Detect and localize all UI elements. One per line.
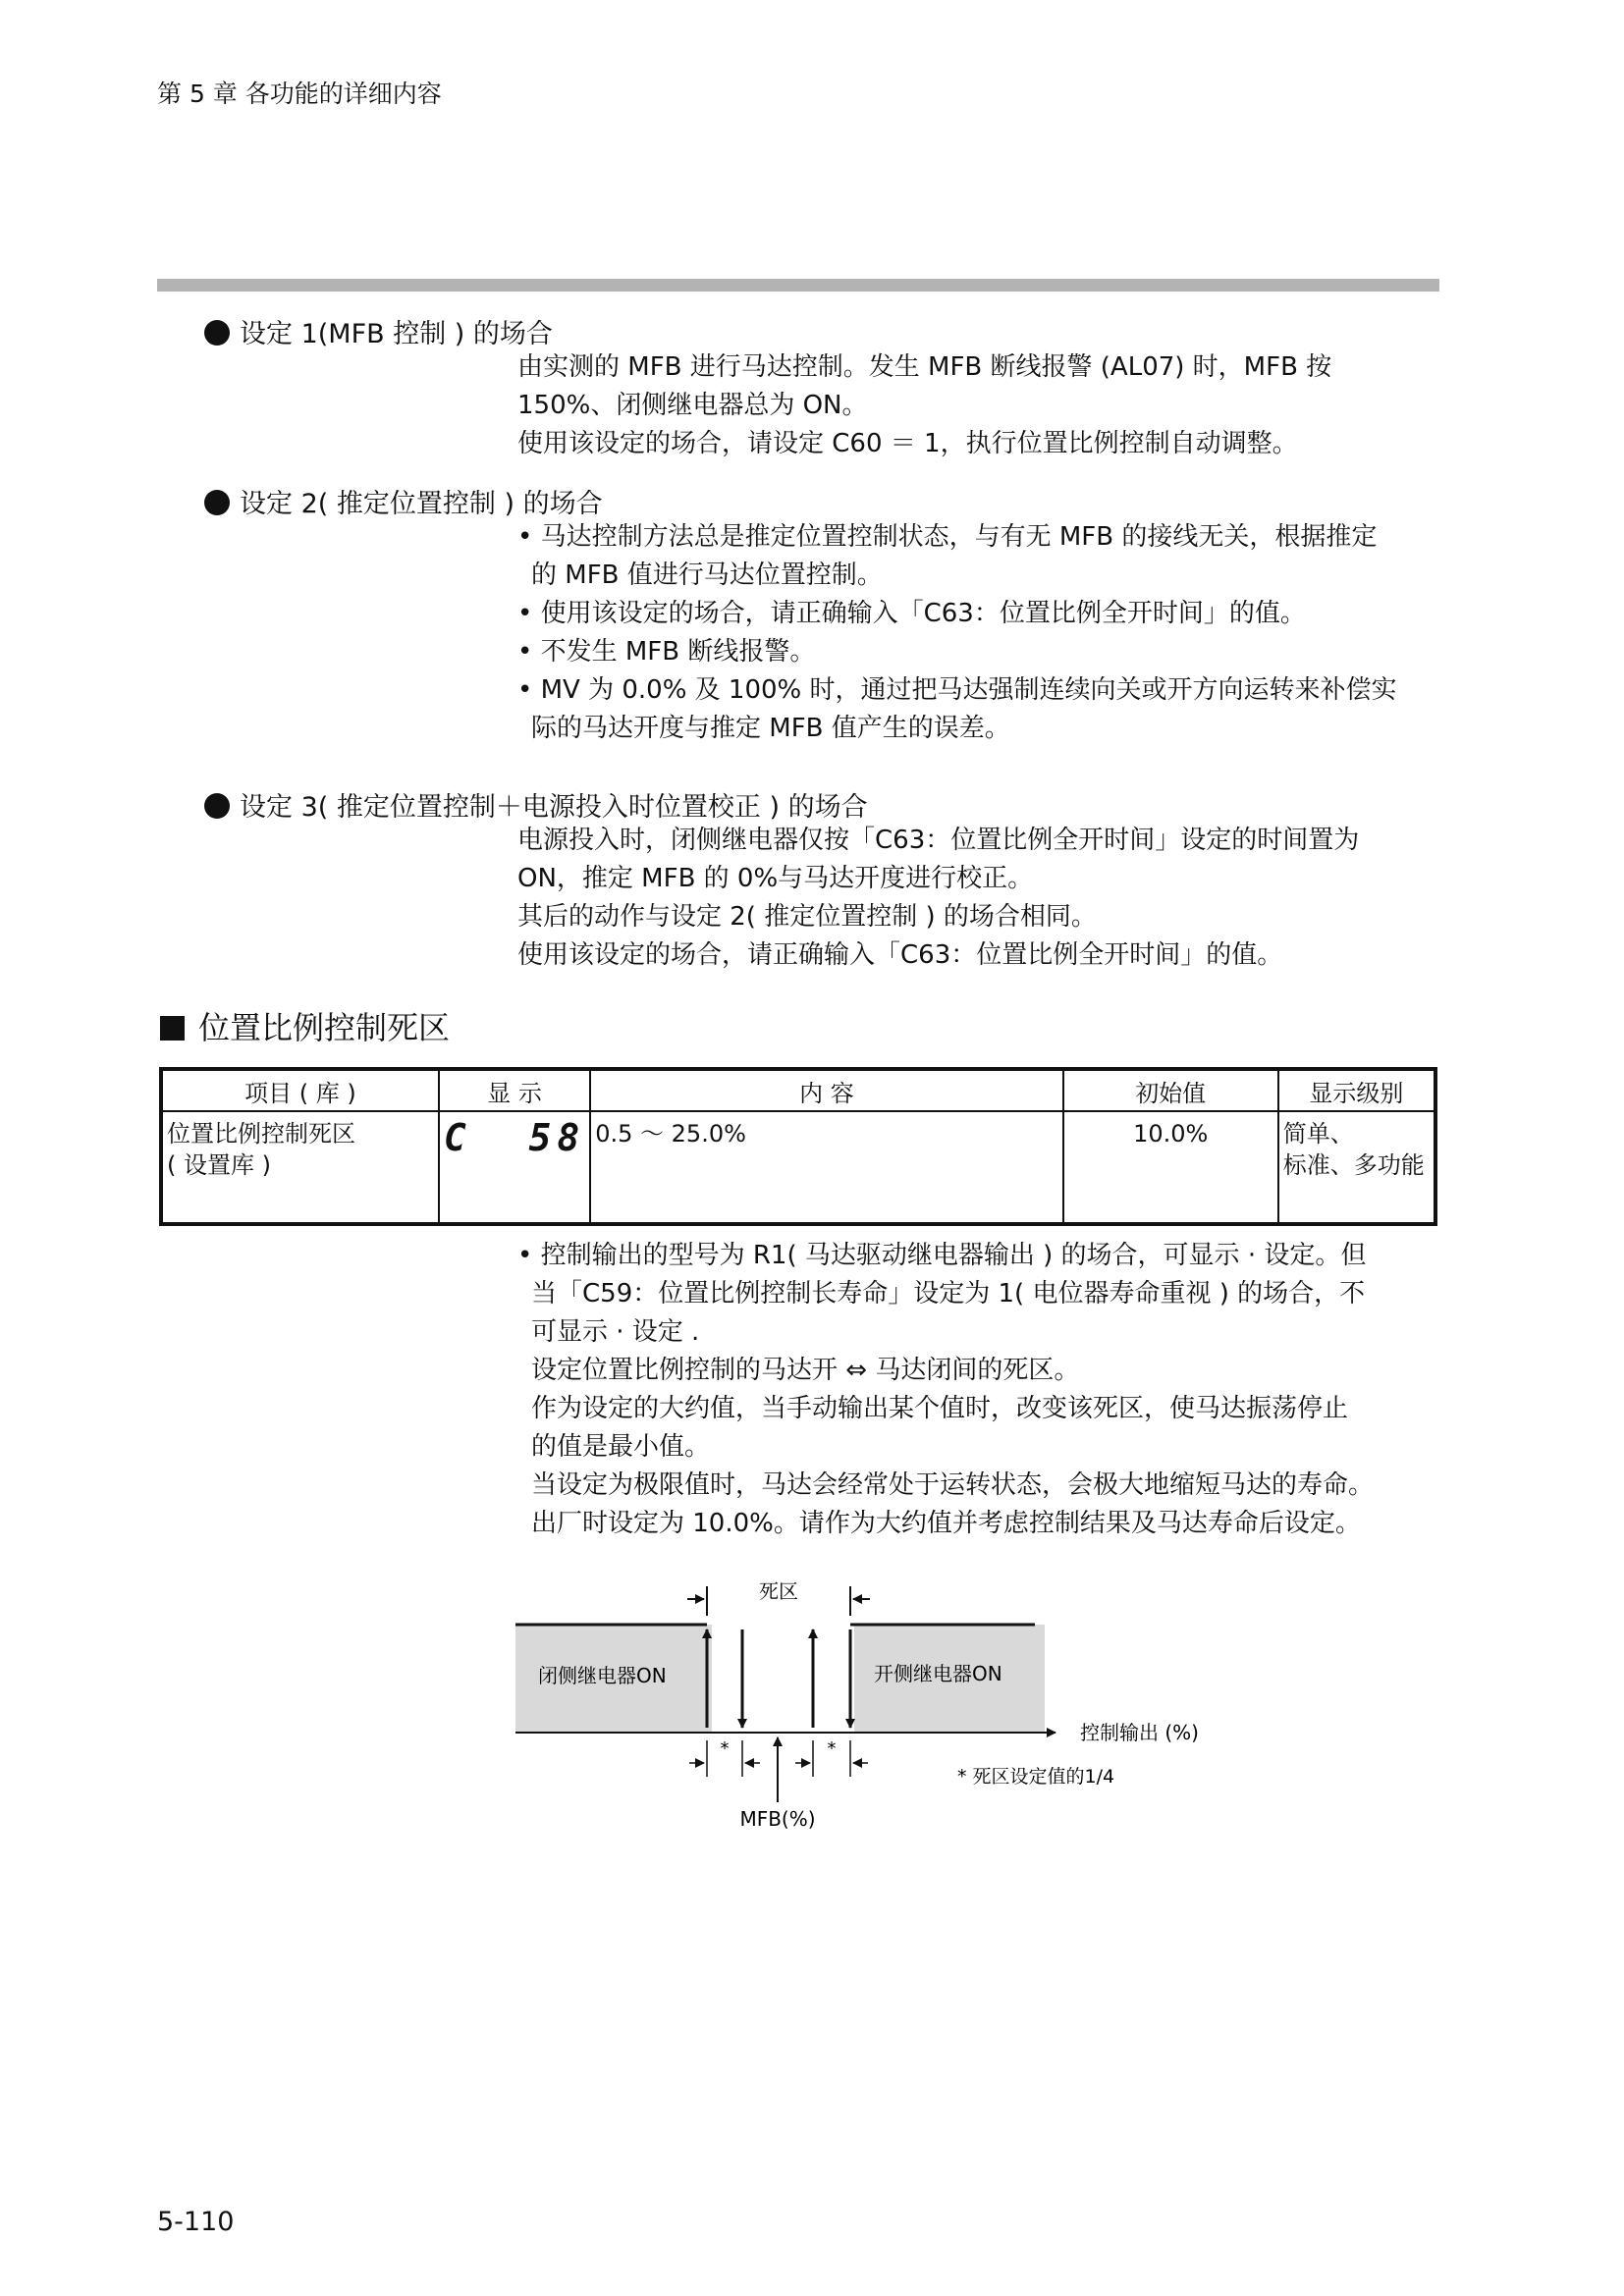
- section-divider: [157, 279, 1439, 292]
- bullet-icon: [204, 490, 230, 515]
- col-header-content: 内 容: [590, 1069, 1062, 1111]
- col-header-level: 显示级别: [1278, 1069, 1435, 1111]
- col-header-item: 项目 ( 库 ): [161, 1069, 439, 1111]
- setting-3-body: 电源投入时，闭侧继电器仅按「C63：位置比例全开时间」设定的时间置为 ON，推定 MFB 的 0%与马达开度进行校正。 其后的动作与设定 2( 推定位置控制 ) 的场合相同。 使用该设定的场合，请正确输入「C63：位置比例全开时间」的值。: [517, 826, 1360, 970]
- square-bullet-icon: [160, 1016, 185, 1041]
- open-relay-label: 开侧继电器ON: [874, 1662, 1002, 1685]
- star-mark: *: [720, 1738, 730, 1759]
- setting-1-heading: 设定 1(MFB 控制 ) 的场合: [204, 312, 553, 350]
- page-number: 5-110: [157, 2207, 235, 2237]
- chapter-header: 第 5 章 各功能的详细内容: [157, 80, 442, 108]
- footnote-label: * 死区设定值的1/4: [957, 1766, 1115, 1788]
- cell-content: 0.5 ～ 25.0%: [590, 1111, 1062, 1224]
- deadband-label: 死区: [759, 1579, 798, 1603]
- seven-segment-display: C 58: [443, 1116, 586, 1159]
- cell-initial: 10.0%: [1063, 1111, 1278, 1224]
- cell-item: 位置比例控制死区 ( 设置库 ): [161, 1111, 439, 1224]
- close-relay-label: 闭侧继电器ON: [538, 1664, 667, 1687]
- setting-3-heading: 设定 3( 推定位置控制＋电源投入时位置校正 ) 的场合: [204, 785, 868, 824]
- table-row: [161, 1111, 1435, 1224]
- bullet-icon: [204, 793, 230, 819]
- setting-2-heading: 设定 2( 推定位置控制 ) 的场合: [204, 482, 603, 520]
- cell-level: 简单、 标准、多功能: [1278, 1111, 1435, 1224]
- col-header-display: 显 示: [439, 1069, 590, 1111]
- setting-1-body: 由实测的 MFB 进行马达控制。发生 MFB 断线报警 (AL07) 时，MFB 按 150%、闭侧继电器总为 ON。 使用该设定的场合，请设定 C60 ＝ 1，执行位置比例控制自动调整。: [517, 352, 1332, 458]
- deadband-diagram: [501, 1569, 1247, 1843]
- section-title: 位置比例控制死区: [160, 1003, 450, 1048]
- table-header-row: [161, 1069, 1435, 1111]
- setting-2-body: • 马达控制方法总是推定位置控制状态，与有无 MFB 的接线无关，根据推定 的 MFB 值进行马达位置控制。 • 使用该设定的场合，请正确输入「C63：位置比例全开时间」的值。 • 不发生 MFB 断线报警。 • MV 为 0.0% 及 100% 时，通过把马达强制连续向关或开方向运转来补偿实 际的马达开度与推定 MFB 值产生的误差。: [517, 522, 1397, 743]
- bullet-icon: [204, 320, 230, 346]
- mfb-label: MFB(%): [739, 1807, 816, 1831]
- col-header-initial: 初始值: [1063, 1069, 1278, 1111]
- notes-block: • 控制输出的型号为 R1( 马达驱动继电器输出 ) 的场合，可显示 · 设定。但 当「C59：位置比例控制长寿命」设定为 1( 电位器寿命重视 ) 的场合，不 可显示 · 设定 . 设定位置比例控制的马达开 ⇔ 马达闭间的死区。 作为设定的大约值，当手动输出某个值时，改变该死区，使马达振荡停止 的值是最小值。 当设定为极限值时，马达会经常处于运转状态，会极大地缩短马达的寿命。 出厂时设定为 10.0%。请作为大约值并考虑控制结果及马达寿命后设定。: [517, 1241, 1375, 1538]
- axis-label: 控制输出 (%): [1080, 1721, 1199, 1744]
- parameter-table: [159, 1067, 1437, 1226]
- star-mark: *: [827, 1738, 837, 1759]
- cell-display: [439, 1111, 590, 1224]
